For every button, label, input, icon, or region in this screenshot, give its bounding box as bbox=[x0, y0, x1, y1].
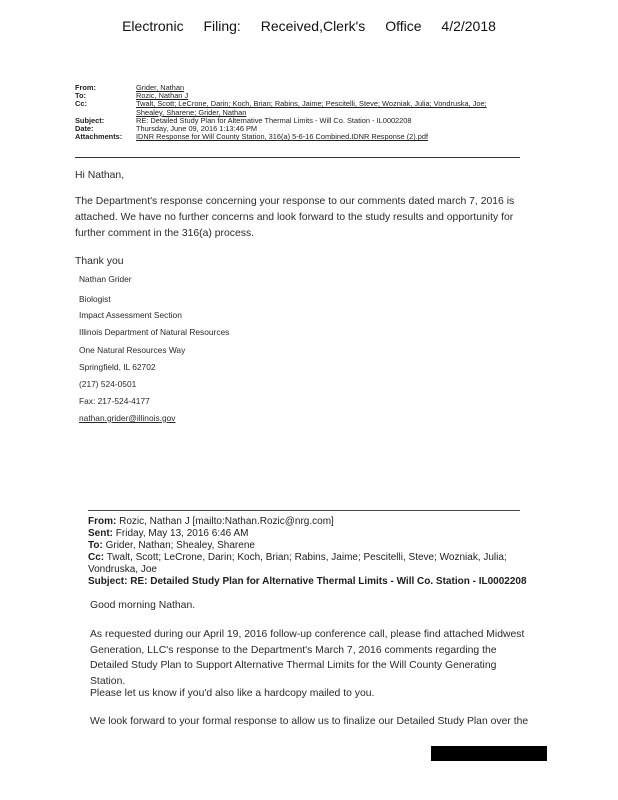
quoted-cc-label: Cc: bbox=[88, 552, 105, 563]
thanks: Thank you bbox=[75, 256, 124, 267]
quoted-from-label: From: bbox=[88, 516, 117, 527]
header-cc-label: Cc: bbox=[75, 99, 87, 109]
header-attachments-value[interactable]: IDNR Response for Will County Station, 316(a) 5-6-16 Combined.IDNR Response (2).pdf bbox=[136, 132, 429, 142]
signature-title: Biologist bbox=[79, 294, 111, 304]
header-from-label: From: bbox=[75, 83, 96, 92]
quoted-from-row bbox=[88, 516, 528, 528]
header-to-label: To: bbox=[75, 91, 86, 101]
header-cc-value-line2[interactable]: Shealey, Sharene; Grider, Nathan bbox=[136, 107, 247, 117]
header-subject-value: RE: Detailed Study Plan for Alternative Thermal Limits - Will Co. Station - IL0002208 bbox=[136, 115, 412, 125]
signature-name: Nathan Grider bbox=[79, 274, 132, 284]
signature-city: Springfield, IL 62702 bbox=[79, 362, 156, 372]
signature-section: Impact Assessment Section bbox=[79, 310, 182, 320]
header-divider bbox=[75, 157, 520, 158]
header-attachments-label: Attachments: bbox=[75, 132, 123, 142]
filing-stamp bbox=[0, 18, 618, 34]
header-date-label: Date: bbox=[75, 124, 94, 134]
quoted-cc-value: Twalt, Scott; LeCrone, Darin; Koch, Brian; Rabins, Jaime; Pescitelli, Steve; Wozniak, Julia; Vondruska, Joe bbox=[88, 552, 507, 575]
quoted-subject-row bbox=[88, 576, 528, 588]
header-cc-value-line1[interactable]: Twalt, Scott; LeCrone, Darin; Koch, Brian; Rabins, Jaime; Pescitelli, Steve; Wozniak, Julia; Vondruska, Joe; bbox=[136, 99, 487, 109]
signature-fax: Fax: 217-524-4177 bbox=[79, 396, 150, 406]
header-subject-label: Subject: bbox=[75, 115, 105, 125]
header-date-value: Thursday, June 09, 2016 1:13:46 PM bbox=[136, 124, 258, 134]
email-header bbox=[75, 84, 525, 141]
signature-department: Illinois Department of Natural Resources bbox=[79, 327, 230, 337]
quoted-paragraph-2: Please let us know if you'd also like a hardcopy mailed to you. bbox=[90, 688, 375, 699]
quoted-paragraph-1: As requested during our April 19, 2016 follow-up conference call, please find attached Midwest Generation, LLC's response to the Department's March 7, 2016 comments regarding the Detailed Study Plan to Support Alternative Thermal Limits for the Will County Generating Station. bbox=[90, 629, 525, 687]
stamp-office: Office bbox=[385, 18, 422, 34]
quoted-sent-value: Friday, May 13, 2016 6:46 AM bbox=[115, 528, 249, 539]
quoted-cc-row bbox=[88, 552, 528, 576]
quoted-to-label: To: bbox=[88, 540, 103, 551]
greeting: Hi Nathan, bbox=[75, 170, 125, 181]
quoted-subject-value: RE: Detailed Study Plan for Alternative Thermal Limits - Will Co. Station - IL0002208 bbox=[130, 576, 527, 587]
stamp-electronic: Electronic bbox=[122, 18, 184, 34]
quoted-paragraph-3: We look forward to your formal response to allow us to finalize our Detailed Study Plan over the bbox=[90, 716, 529, 727]
body-paragraph: The Department's response concerning your response to our comments dated march 7, 2016 is attached. We have no further concerns and look forward to the study results and opportunity for further comment in the 316(a) process. bbox=[75, 196, 515, 239]
quoted-header bbox=[88, 516, 528, 588]
signature-email-link[interactable]: nathan.grider@illinois.gov bbox=[79, 413, 176, 423]
quoted-to-value: Grider, Nathan; Shealey, Sharene bbox=[105, 540, 255, 551]
signature-address: One Natural Resources Way bbox=[79, 345, 186, 355]
redaction-bar bbox=[431, 746, 547, 761]
quoted-greeting: Good morning Nathan. bbox=[90, 600, 196, 611]
header-to-value[interactable]: Rozic, Nathan J bbox=[136, 91, 189, 101]
quoted-to-row bbox=[88, 540, 528, 552]
quoted-sent-label: Sent: bbox=[88, 528, 113, 539]
quoted-from-value: Rozic, Nathan J [mailto:Nathan.Rozic@nrg.com] bbox=[119, 516, 334, 527]
stamp-filing: Filing: bbox=[203, 18, 241, 34]
quoted-sent-row bbox=[88, 528, 528, 540]
header-attachments-row bbox=[75, 133, 525, 141]
quoted-subject-label: Subject: bbox=[88, 576, 128, 587]
signature-phone: (217) 524-0501 bbox=[79, 379, 137, 389]
header-from-value[interactable]: Grider, Nathan bbox=[136, 83, 185, 92]
stamp-received: Received,Clerk's bbox=[260, 18, 366, 34]
quoted-divider bbox=[88, 510, 520, 511]
stamp-date: 4/2/2018 bbox=[441, 18, 496, 34]
